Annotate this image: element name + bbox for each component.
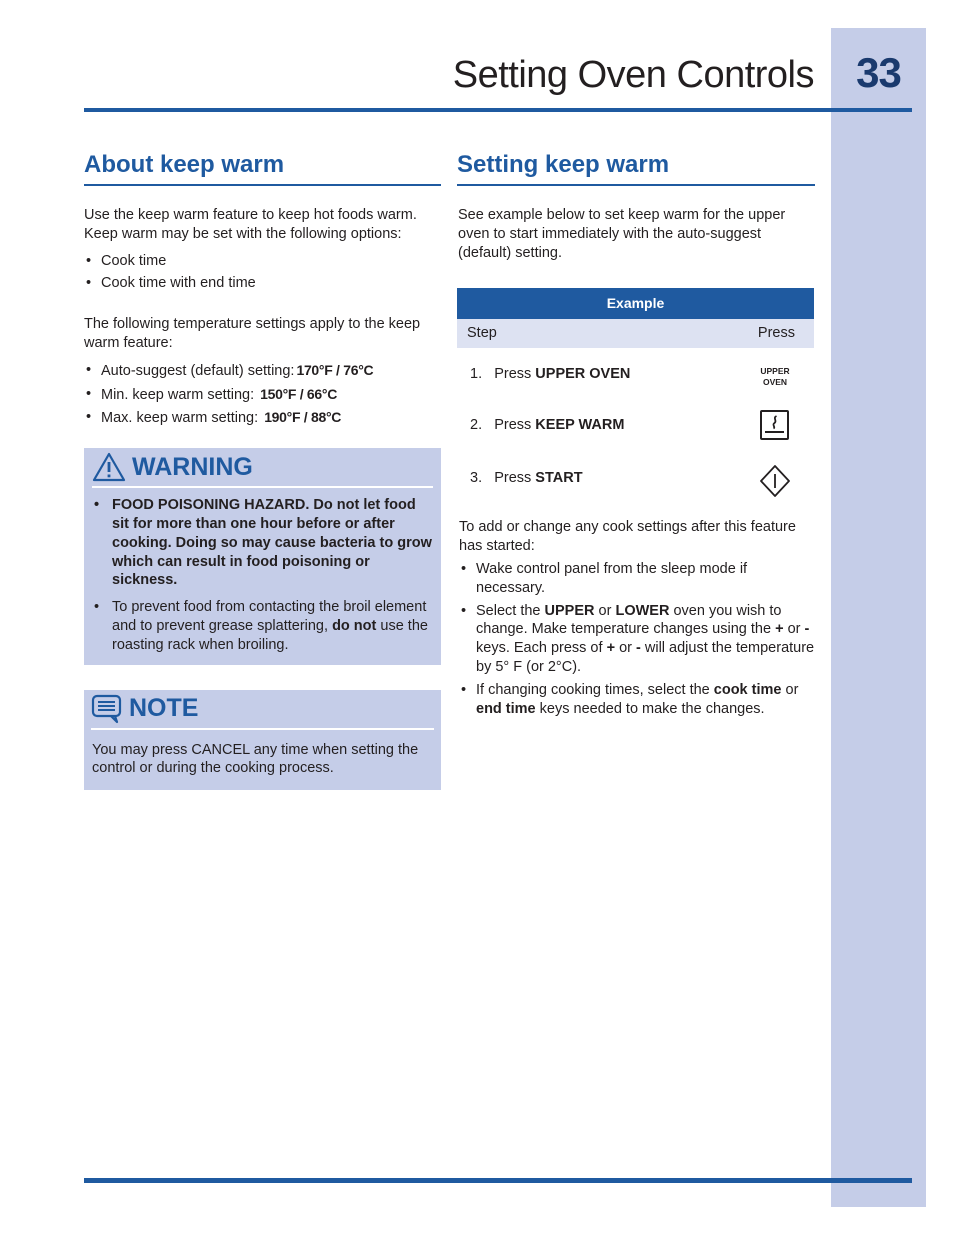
- warning-box: [84, 448, 441, 664]
- step-prefix: Press: [494, 470, 532, 487]
- note-header: [91, 690, 434, 730]
- emphasis: +: [775, 621, 784, 638]
- step-key: KEEP WARM: [535, 417, 625, 434]
- step-text: [470, 366, 630, 382]
- temp-value: 190°F / 88°C: [264, 409, 342, 426]
- warning-text: use the roasting rack when broiling.: [112, 617, 428, 653]
- step-text: [470, 417, 624, 433]
- col-step: Step: [467, 325, 497, 342]
- setting-intro: See example below to set keep warm for the upper oven to start immediately with the auto-suggest (default) setting.: [458, 207, 786, 261]
- emphasis: -: [804, 621, 810, 638]
- emphasis: UPPER: [544, 602, 595, 619]
- example-header: Example: [457, 288, 814, 319]
- keep-warm-key-icon: [759, 409, 791, 441]
- text: or: [619, 640, 632, 657]
- col-press: Press: [757, 325, 795, 342]
- list-item: • Cook time with end time: [84, 274, 441, 293]
- step-number: 1.: [470, 366, 483, 383]
- page-number: 33: [856, 49, 901, 96]
- left-column: [84, 150, 441, 790]
- after-intro: To add or change any cook settings after this feature has started:: [459, 519, 796, 555]
- temp-intro: The following temperature settings apply to the keep warm feature:: [84, 316, 421, 351]
- footer-rule: [84, 1178, 912, 1183]
- list-item: • Wake control panel from the sleep mode if necessary.: [459, 560, 815, 598]
- text: Select the: [476, 602, 541, 619]
- header-rule: [84, 108, 912, 112]
- warning-text: To prevent food from contacting the broil element and to prevent grease splattering,: [112, 599, 427, 634]
- text: oven you wish to change. Make temperature changes using the: [476, 602, 782, 638]
- list-item: • Cook time: [84, 252, 441, 271]
- list-item: [84, 361, 441, 381]
- text: or: [785, 681, 799, 698]
- after-list: [457, 560, 815, 718]
- table-row: [457, 452, 814, 504]
- temp-label: Max. keep warm setting:: [101, 410, 259, 427]
- temp-label: Auto-suggest (default) setting:: [101, 362, 295, 379]
- warning-header: [92, 448, 433, 488]
- example-column-headers: [457, 319, 814, 348]
- text: or: [598, 602, 612, 619]
- right-column: [457, 150, 815, 718]
- text: will adjust the temperature by 5° F (or 2°C).: [476, 640, 815, 675]
- side-tab: [831, 28, 926, 1207]
- emphasis: -: [636, 640, 641, 657]
- note-box: [84, 690, 441, 791]
- warning-label: WARNING: [132, 452, 253, 481]
- list-item: [92, 598, 433, 654]
- step-key: START: [535, 470, 583, 487]
- step-number: 2.: [470, 417, 483, 434]
- temp-value: 170°F / 76°C: [296, 361, 374, 378]
- note-text: You may press CANCEL any time when setting the control or during the cooking process.: [92, 741, 419, 777]
- key-label: OVEN: [762, 377, 788, 388]
- text: keys. Each press of: [476, 640, 603, 657]
- warning-triangle-icon: [92, 452, 126, 482]
- list-item: [459, 602, 815, 677]
- table-row: [457, 348, 814, 400]
- setting-heading: Setting keep warm: [457, 150, 815, 186]
- list-item: [84, 408, 441, 428]
- example-table: [457, 288, 814, 504]
- note-label: NOTE: [129, 694, 199, 723]
- list-item: [459, 681, 815, 719]
- temps-list: [84, 361, 441, 428]
- warning-emphasis: do not: [332, 617, 377, 634]
- upper-oven-key: [757, 366, 793, 388]
- emphasis: LOWER: [615, 602, 670, 619]
- step-prefix: Press: [494, 366, 532, 383]
- options-list: [84, 252, 441, 294]
- text: keys needed to make the changes.: [539, 700, 765, 717]
- start-key-icon: [759, 464, 791, 498]
- warning-list: [92, 496, 433, 654]
- text: or: [787, 621, 801, 638]
- temp-value: 150°F / 66°C: [260, 385, 338, 402]
- about-intro: Use the keep warm feature to keep hot foods warm. Keep warm may be set with the following options:: [84, 207, 417, 242]
- step-number: 3.: [470, 470, 483, 487]
- key-label: UPPER: [760, 366, 790, 377]
- emphasis: cook time: [713, 681, 782, 698]
- step-text: [470, 470, 583, 486]
- temp-label: Min. keep warm setting:: [101, 386, 255, 403]
- page-title: Setting Oven Controls: [452, 54, 814, 96]
- emphasis: +: [606, 640, 616, 657]
- table-row: [457, 400, 814, 452]
- emphasis: end time: [476, 700, 536, 717]
- step-prefix: Press: [494, 417, 532, 434]
- step-key: UPPER OVEN: [535, 366, 631, 383]
- text: If changing cooking times, select the: [476, 681, 710, 698]
- list-item: • FOOD POISONING HAZARD. Do not let food sit for more than one hour before or after cooking. Doing so may cause bacteria to grow which can result in food poisoning or sickness.: [92, 496, 433, 590]
- about-heading: About keep warm: [84, 150, 441, 186]
- list-item: [84, 385, 441, 405]
- note-icon: [91, 694, 123, 724]
